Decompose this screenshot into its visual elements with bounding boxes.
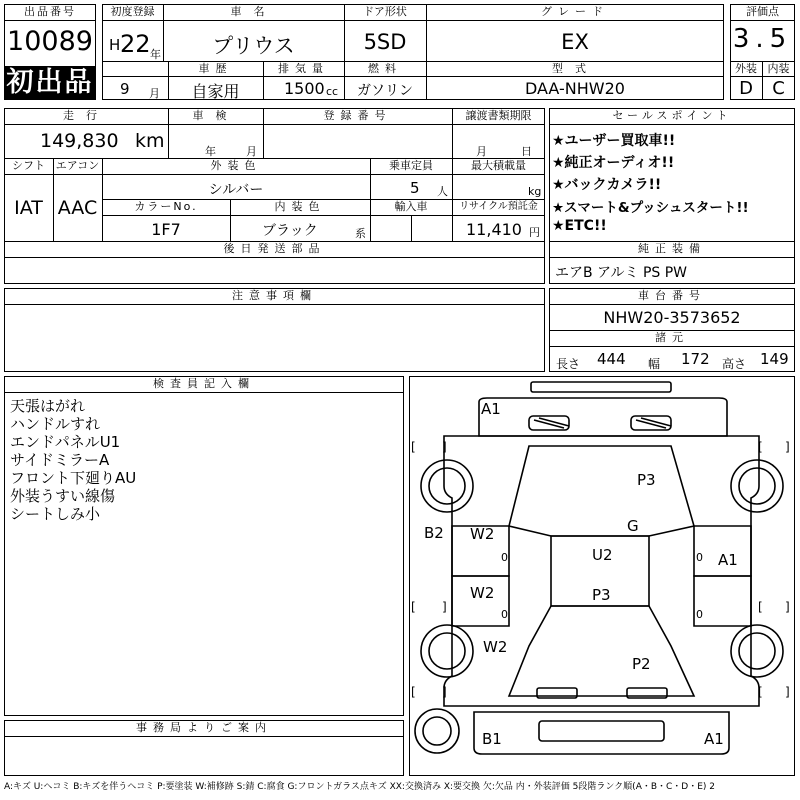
ac-label: エアコン [55,159,100,172]
recycle-label: リサイクル預託金 [459,201,538,212]
car-name-label: 車名 [230,5,277,18]
air-conditioner: AAC [57,197,98,219]
inspector-note-5: フロント下廻りAU [10,469,137,487]
color-label: 外装色 [210,159,262,172]
damage-w2-2: W2 [470,584,495,602]
year-unit: 年 [150,48,161,61]
exterior-color: シルバー [208,182,264,198]
damage-p2: P2 [632,655,651,673]
interior-score: C [772,78,785,99]
damage-a1-right: A1 [718,551,738,569]
grade: EX [561,30,589,54]
sales-point-1: ★ユーザー買取車!! [552,133,676,149]
score: 3.5 [732,24,793,54]
damage-zero-3: 0 [501,608,508,621]
interior-label: 内装 [767,62,790,75]
interior-color: ブラック [262,223,318,239]
inspector-label: 検査員記入欄 [153,377,255,390]
score-label: 評価点 [746,5,779,18]
capacity-label: 乗車定員 [389,159,433,172]
capacity: 5 [410,179,420,197]
damage-p3-top: P3 [637,471,656,489]
exterior-score: D [739,78,753,99]
damage-a1-top: A1 [481,400,501,418]
bracket-right-low: [ [758,685,763,699]
notes-label: 注意事項欄 [232,289,317,302]
displacement-unit: cc [326,85,339,98]
reg-year: 22 [120,30,151,58]
import-label: 輸入車 [394,200,428,213]
bracket-right-top-close: ] [785,440,790,454]
damage-a1-bottom: A1 [704,730,724,748]
load-label: 最大積載量 [471,159,526,172]
width: 172 [681,350,710,368]
equipment-label: 純正装備 [638,242,706,255]
length: 444 [597,350,626,368]
inspector-note-2: ハンドルすれ [10,415,101,433]
inspector-note-4: サイドミラーA [10,451,110,469]
sales-points-label: セールスポイント [612,109,732,122]
displacement-label: 排気量 [278,62,329,75]
shift: IAT [14,197,43,219]
door-label: ドア形状 [363,5,407,18]
mileage: 149,830 [40,130,119,152]
height: 149 [760,350,789,368]
damage-u2: U2 [592,546,613,564]
bracket-left-mid-close: ] [442,600,447,614]
car-diagram [409,376,795,776]
sales-point-3: ★バックカメラ!! [552,177,662,193]
damage-w2-1: W2 [470,525,495,543]
bracket-right-low-close: ] [785,685,790,699]
recycle-unit: 円 [529,226,540,239]
inspector-note-1: 天張はがれ [10,397,86,415]
width-label: 幅 [648,357,661,371]
lot-label: 出品番号 [24,5,76,18]
bracket-right-mid-close: ] [785,600,790,614]
bracket-right-top: [ [758,440,763,454]
damage-w2-3: W2 [483,638,508,656]
office-label: 事務局よりご案内 [136,721,272,734]
history-label: 車歴 [198,62,233,75]
dims-label: 諸元 [655,331,689,344]
inspector-note-3: エンドパネルU1 [10,433,121,451]
model-label: 型式 [552,62,598,75]
inspection-label: 車検 [192,109,239,122]
load-unit: kg [528,185,542,198]
recycle-fee: 11,410 [466,220,522,239]
chassis-number: NHW20-3573652 [603,308,741,327]
door-shape: 5SD [363,30,407,54]
bracket-right-mid: [ [758,600,763,614]
car-name: プリウス [212,34,295,58]
bracket-left-top-close: ] [442,440,447,454]
damage-p3-mid: P3 [592,586,611,604]
damage-zero-2: 0 [696,551,703,564]
grade-label: グレード [541,5,609,18]
first-listing-badge: 初出品 [6,67,94,98]
exterior-label: 外装 [735,62,757,75]
reg-month: 9 [120,80,130,98]
bracket-left-mid: [ [411,600,416,614]
inspection-year-unit: 年 [205,145,216,158]
damage-b2: B2 [424,524,444,542]
fuel: ガソリン [357,83,413,99]
sales-point-4: ★スマート&プッシュスタート!! [552,200,749,216]
transfer-month-unit: 月 [476,145,487,158]
inspector-note-7: シートしみ小 [10,505,101,523]
height-label: 高さ [722,357,747,371]
bracket-left-top: [ [411,440,416,454]
mileage-label: 走行 [63,109,109,122]
bracket-left-low: [ [411,685,416,699]
sales-point-5: ★ETC!! [552,218,607,234]
regno-label: 登録番号 [323,109,392,122]
reg-label: 初度登録 [110,5,155,18]
displacement: 1500 [284,79,325,98]
parts-label: 後日発送部品 [223,242,326,255]
damage-zero-4: 0 [696,608,703,621]
damage-b1: B1 [482,730,502,748]
transfer-label: 譲渡書類期限 [465,109,532,122]
sales-point-2: ★純正オーディオ!! [552,155,675,171]
mileage-unit: km [135,130,165,152]
transfer-day-unit: 日 [521,145,532,158]
equipment-value: エアB アルミ PS PW [555,265,688,281]
fuel-label: 燃料 [368,62,402,75]
length-label: 長さ [556,357,581,371]
lot-number: 10089 [7,26,93,57]
car-history: 自家用 [191,82,240,101]
inspection-month-unit: 月 [246,145,257,158]
int-color-unit: 系 [355,227,366,240]
footer-legend: A:キズ U:ヘコミ B:キズを伴うヘコミ P:要塗装 W:補修跡 S:錆 C:腐食 G:フロントガラス点キズ XX:交換済み X:要交換 欠:欠品 内・外装評価 5段階ランク順(A・B・C・D・E) 2 [4,782,716,792]
color-number: 1F7 [151,220,181,239]
chassis-label: 車台番号 [638,289,706,302]
int-color-label: 内装色 [274,200,326,213]
damage-zero-1: 0 [501,551,508,564]
color-no-label: カラーNo. [134,200,198,213]
inspector-note-6: 外装うすい線傷 [10,487,116,505]
bracket-left-low-close: ] [442,685,447,699]
shift-label: シフト [12,159,45,172]
capacity-unit: 人 [437,185,448,198]
month-unit: 月 [149,87,160,100]
model-code: DAA-NHW20 [525,79,625,98]
damage-g: G [627,517,639,535]
era: H [109,36,121,54]
